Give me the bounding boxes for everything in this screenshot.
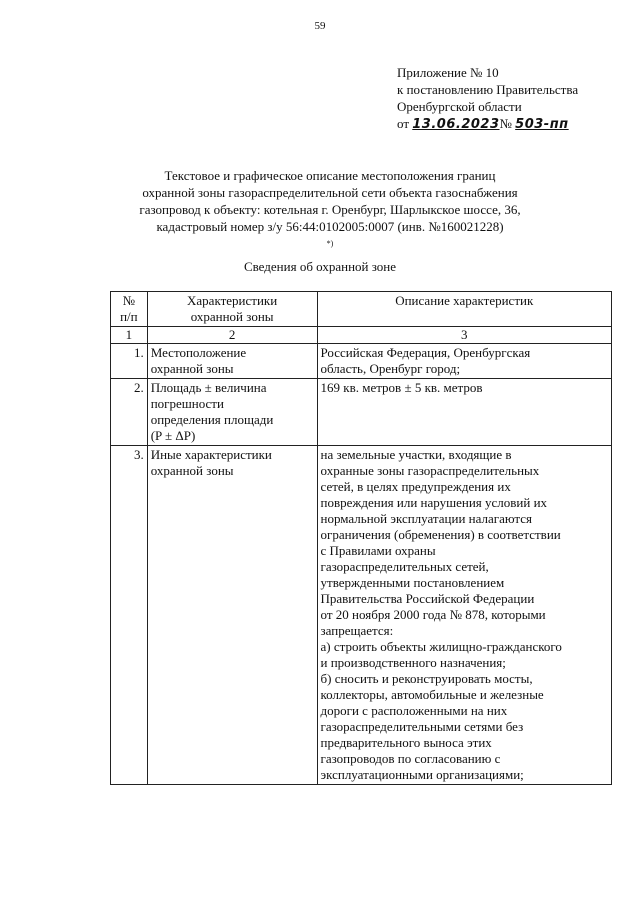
row-number: 3. xyxy=(111,446,148,785)
date-prefix: от xyxy=(397,116,410,131)
column-number-1: 1 xyxy=(111,327,148,344)
title-line-2: охранной зоны газораспределительной сети объекта газоснабжения xyxy=(142,185,518,200)
appendix-line-1: Приложение № 10 xyxy=(397,65,499,80)
table-header-row xyxy=(111,292,612,327)
section-subtitle: Сведения об охранной зоне xyxy=(243,259,397,274)
row-description: 169 кв. метров ± 5 кв. метров xyxy=(317,379,611,446)
column-number-2: 2 xyxy=(147,327,317,344)
title-line-1: Текстовое и графическое описание местоположения границ xyxy=(164,168,496,183)
handwritten-date: 13.06.2023 xyxy=(412,117,500,132)
appendix-block xyxy=(397,64,578,133)
row-characteristic: Местоположение охранной зоны xyxy=(147,344,317,379)
row-characteristic: Площадь ± величина погрешности определения площади (P ± ΔP) xyxy=(147,379,317,446)
handwritten-number: 503-пп xyxy=(515,117,569,132)
appendix-line-2: к постановлению Правительства xyxy=(397,82,579,97)
header-characteristics: Характеристики охранной зоны xyxy=(147,292,317,327)
column-number-3: 3 xyxy=(317,327,611,344)
row-number: 1. xyxy=(111,344,148,379)
table-row xyxy=(111,344,612,379)
row-description: Российская Федерация, Оренбургская область, Оренбург город; xyxy=(317,344,611,379)
title-line-4 xyxy=(110,218,550,252)
title-line-4-text: кадастровый номер з/у 56:44:0102005:0007 (инв. №160021228) xyxy=(156,219,504,234)
header-description: Описание характеристик xyxy=(317,292,611,327)
zone-info-table xyxy=(110,291,612,785)
row-description: на земельные участки, входящие в охранные зоны газораспределительных сетей, в целях предупреждения их повреждения или нарушения условий их нормальной эксплуатации налагаются ограничения (обременения) в соответствии с Правилами охраны газораспределительных сетей, утвержденными постановлением Правительства Российской Федерации от 20 ноября 2000 года № 878, которыми запрещается: а) строить объекты жилищно-гражданского и производственного назначения; б) сносить и реконструировать мосты, коллекторы, автомобильные и железные дороги с расположенными на них газораспределительными сетями без предварительного выноса этих газопроводов по согласованию с эксплуатационными организациями; xyxy=(317,446,611,785)
column-number-row xyxy=(111,327,612,344)
title-line-3: газопровод к объекту: котельная г. Оренбург, Шарлыкское шоссе, 36, xyxy=(139,202,521,217)
row-number: 2. xyxy=(111,379,148,446)
appendix-line-3: Оренбургской области xyxy=(397,99,522,114)
document-title xyxy=(110,167,550,252)
header-number: № п/п xyxy=(111,292,148,327)
table-row xyxy=(111,446,612,785)
table-row xyxy=(111,379,612,446)
row-characteristic: Иные характеристики охранной зоны xyxy=(147,446,317,785)
page-number: 59 xyxy=(314,20,326,32)
appendix-date-line xyxy=(397,115,578,133)
number-prefix: № xyxy=(499,116,512,131)
footnote-mark: *) xyxy=(326,239,334,248)
